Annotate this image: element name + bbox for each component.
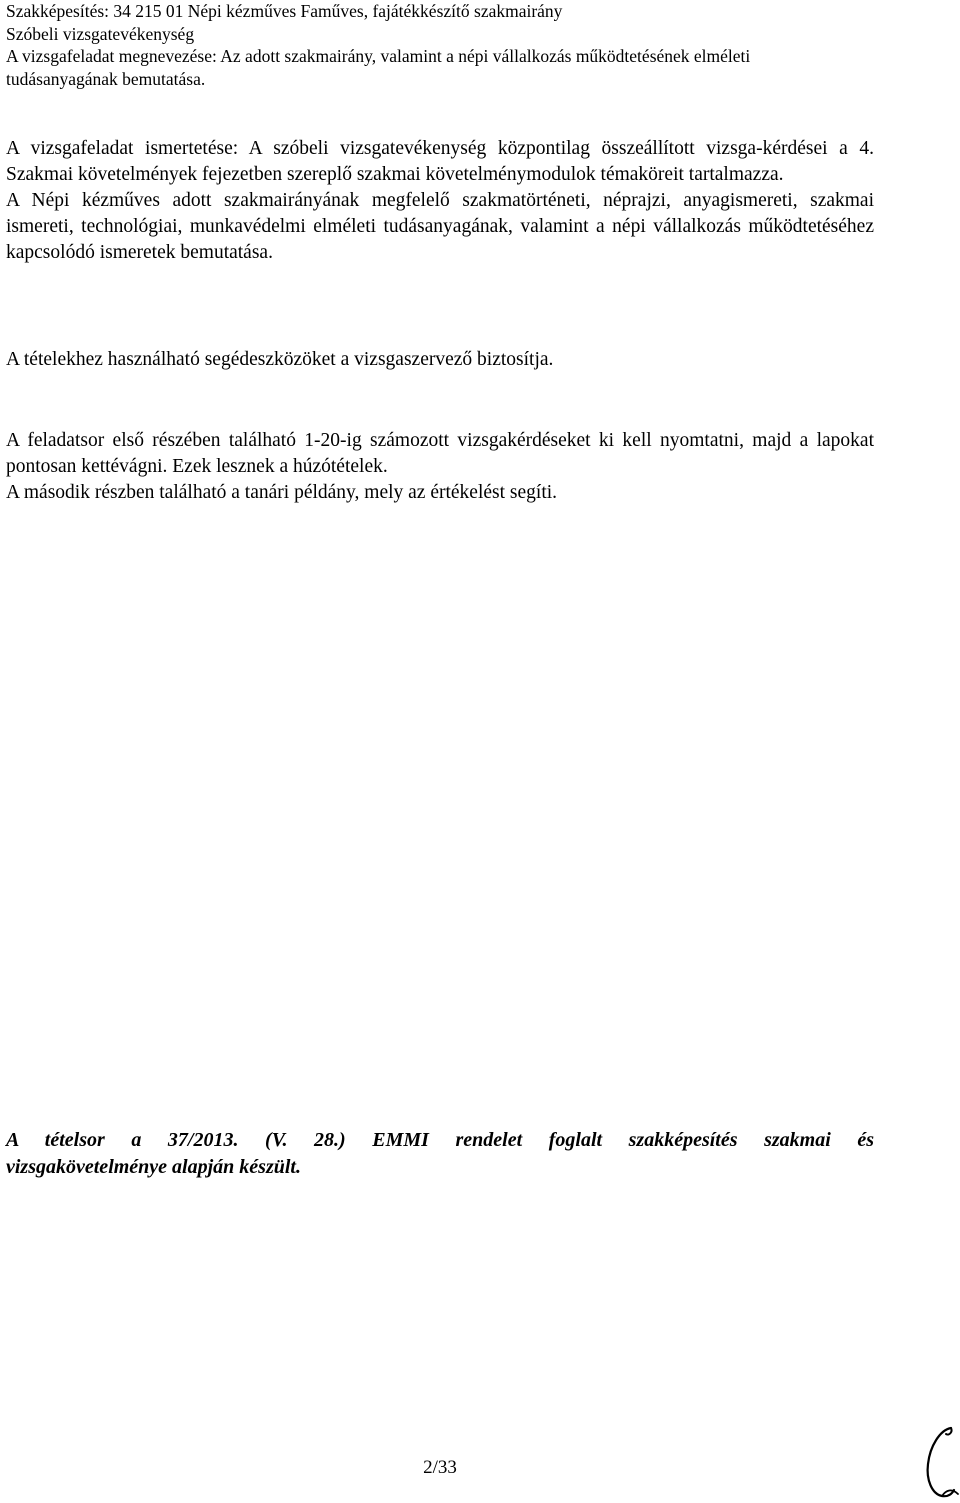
page-header [6,0,906,90]
tools-note [6,347,874,373]
task-description-intro: A vizsgafeladat ismertetése: A szóbeli vizsgatevékenység központilag összeállított vizsga-kérdései a 4. Szakmai követelmények fejezetben szereplő szakmai követelménymodulok témaköreit tartalmazza. [6,138,874,185]
header-task-name: A vizsgafeladat megnevezése: Az adott szakmairány, valamint a népi vállalkozás működtetésének elméleti [6,46,751,67]
legal-basis-note [6,1127,874,1181]
header-qualification: Szakképesítés: 34 215 01 Népi kézműves Faműves, fajátékkészítő szakmairány [6,1,563,21]
task-description [6,136,874,266]
task-description-detail: A Népi kézműves adott szakmairányának megfelelő szakmatörténeti, néprajzi, anyagismereti, szakmai ismereti, technológiai, munkavédelmi elméleti tudásanyagának, valamint a népi vállalkozás működtetéséhez kapcsolódó ismeretek bemutatása. [6,190,874,263]
page-number: 2/33 [423,1457,457,1478]
header-exam-activity: Szóbeli vizsgatevékenység [6,23,195,44]
legal-basis-line-1: A tételsor a 37/2013. (V. 28.) EMMI rendelet foglalt szakképesítés szakmai és [6,1129,874,1151]
header-task-name-continued: tudásanyagának bemutatása. [6,68,206,89]
teacher-copy-note: A második részben található a tanári példány, mely az értékelést segíti. [6,482,558,503]
handwritten-initial-signature [918,1424,960,1500]
legal-basis-line-2: vizsgakövetelménye alapján készült. [6,1156,301,1178]
printing-instructions-text: A feladatsor első részében található 1-20-ig számozott vizsgakérdéseket ki kell nyomtatni, majd a lapokat pontosan kettévágni. Ezek lesznek a húzótételek. [6,430,874,477]
printing-instructions [6,428,874,506]
tools-note-text: A tételekhez használható segédeszközöket a vizsgaszervező biztosítja. [6,349,554,370]
